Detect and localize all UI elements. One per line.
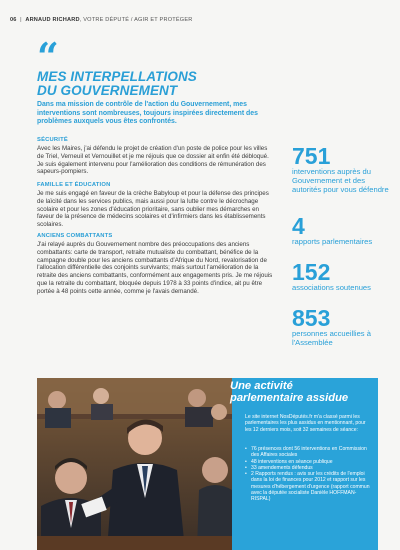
stat-associations bbox=[292, 261, 392, 292]
stat-interventions bbox=[292, 145, 392, 195]
page-number: 06 bbox=[10, 17, 17, 23]
stat-rapports bbox=[292, 215, 392, 246]
stat-label: personnes accueillies à l'Assemblée bbox=[292, 329, 371, 348]
panel-list-item: • 48 interventions en séance publique bbox=[245, 459, 373, 465]
running-header: 06 | ARNAUD RICHARD, VOTRE DÉPUTÉ / AGIR ET PROTÉGER bbox=[10, 17, 193, 23]
section-heading-securite: SÉCURITÉ bbox=[37, 137, 68, 143]
stat-label: rapports parlementaires bbox=[292, 237, 373, 246]
title-line: DU GOUVERNEMENT bbox=[37, 83, 178, 98]
stat-label: interventions auprès du Gouvernement et des autorités pour vous défendre bbox=[292, 167, 389, 195]
quote-mark-icon: “ bbox=[37, 34, 59, 79]
panel-title-line: parlementaire assidue bbox=[230, 392, 349, 404]
section-heading-anciens-combattants: ANCIENS COMBATTANTS bbox=[37, 233, 113, 239]
author-name: ARNAUD RICHARD bbox=[25, 17, 80, 23]
panel-list-item: • 33 amendements défendus bbox=[245, 465, 373, 471]
stat-number: 853 bbox=[292, 305, 331, 331]
panel-title-line: Une activité bbox=[230, 380, 293, 392]
stat-number: 152 bbox=[292, 259, 331, 285]
section-heading-famille: FAMILLE ET ÉDUCATION bbox=[37, 182, 111, 188]
page-title bbox=[37, 70, 277, 98]
panel-title bbox=[230, 380, 380, 404]
stat-number: 4 bbox=[292, 213, 305, 239]
panel-list bbox=[245, 446, 373, 503]
intro-paragraph: Dans ma mission de contrôle de l'action du Gouvernement, mes interventions sont nombreuses, toujours inspirées directement des problèmes auxquels vous êtes confrontés. bbox=[37, 101, 258, 126]
header-subtitle: , VOTRE DÉPUTÉ / AGIR ET PROTÉGER bbox=[79, 17, 193, 23]
stat-personnes bbox=[292, 307, 392, 347]
stat-label: associations soutenues bbox=[292, 283, 371, 292]
panel-list-item: • 76 présences dont 56 interventions en Commission des Affaires sociales bbox=[245, 446, 373, 459]
title-line: MES INTERPELLATIONS bbox=[37, 69, 197, 84]
stat-number: 751 bbox=[292, 143, 331, 169]
assembly-photo-illustration bbox=[37, 378, 232, 550]
section-text-securite: Avec les Maires, j'ai défendu le projet de création d'un poste de police pour les villes de Triel, Verneuil et Vernouillet et je me réjouis que ce dossier ait enfin été débloqué. Je suis également intervenu pour l'amélioration des conditions de rémunération des sapeurs-pompiers. bbox=[37, 145, 269, 176]
panel-list-item: • 2 Rapports rendus : avis sur les crédits de l'emploi dans la loi de finances pour 2012 et rapport sur les mesures d'hébergement d'urgence (rapport commun avec la députée socialiste Danièle HOFFMAN-RISPAL) bbox=[245, 471, 373, 502]
section-text-anciens-combattants: J'ai relayé auprès du Gouvernement nombre des préoccupations des anciens combattants: carte de transport, retraite mutualiste du combattant, bénéfice de la campagne double pour les anciens combattants d'Afrique du Nord, revalorisation de l'allocation différentielle des conjoints survivants; mais surtout l'amélioration de la retraite des anciens combattants, conformément aux engagements pris. Je me réjouis que la retraite du combattant, bloquée depuis 1978 à 33 points d'indice, ait pu être portée à 48 points cette année, comme je l'avais demandé. bbox=[37, 241, 273, 295]
section-text-famille: Je me suis engagé en faveur de la crèche Babyloup et pour la défense des principes de laïcité dans les services publics, mais aussi pour la lutte contre le décrochage scolaire et pour les zones d'éducation prioritaire, sans oublier mes démarches en faveur de la présence de médecins scolaires et d'infirmiers dans les établissements scolaires. bbox=[37, 190, 269, 229]
assembly-photo bbox=[37, 378, 232, 550]
panel-intro: Le site internet NosDéputés.fr m'a classé parmi les parlementaires les plus assidus en mentionnant, pour les 12 derniers mois, soit 32 semaines de séance: bbox=[245, 414, 366, 433]
